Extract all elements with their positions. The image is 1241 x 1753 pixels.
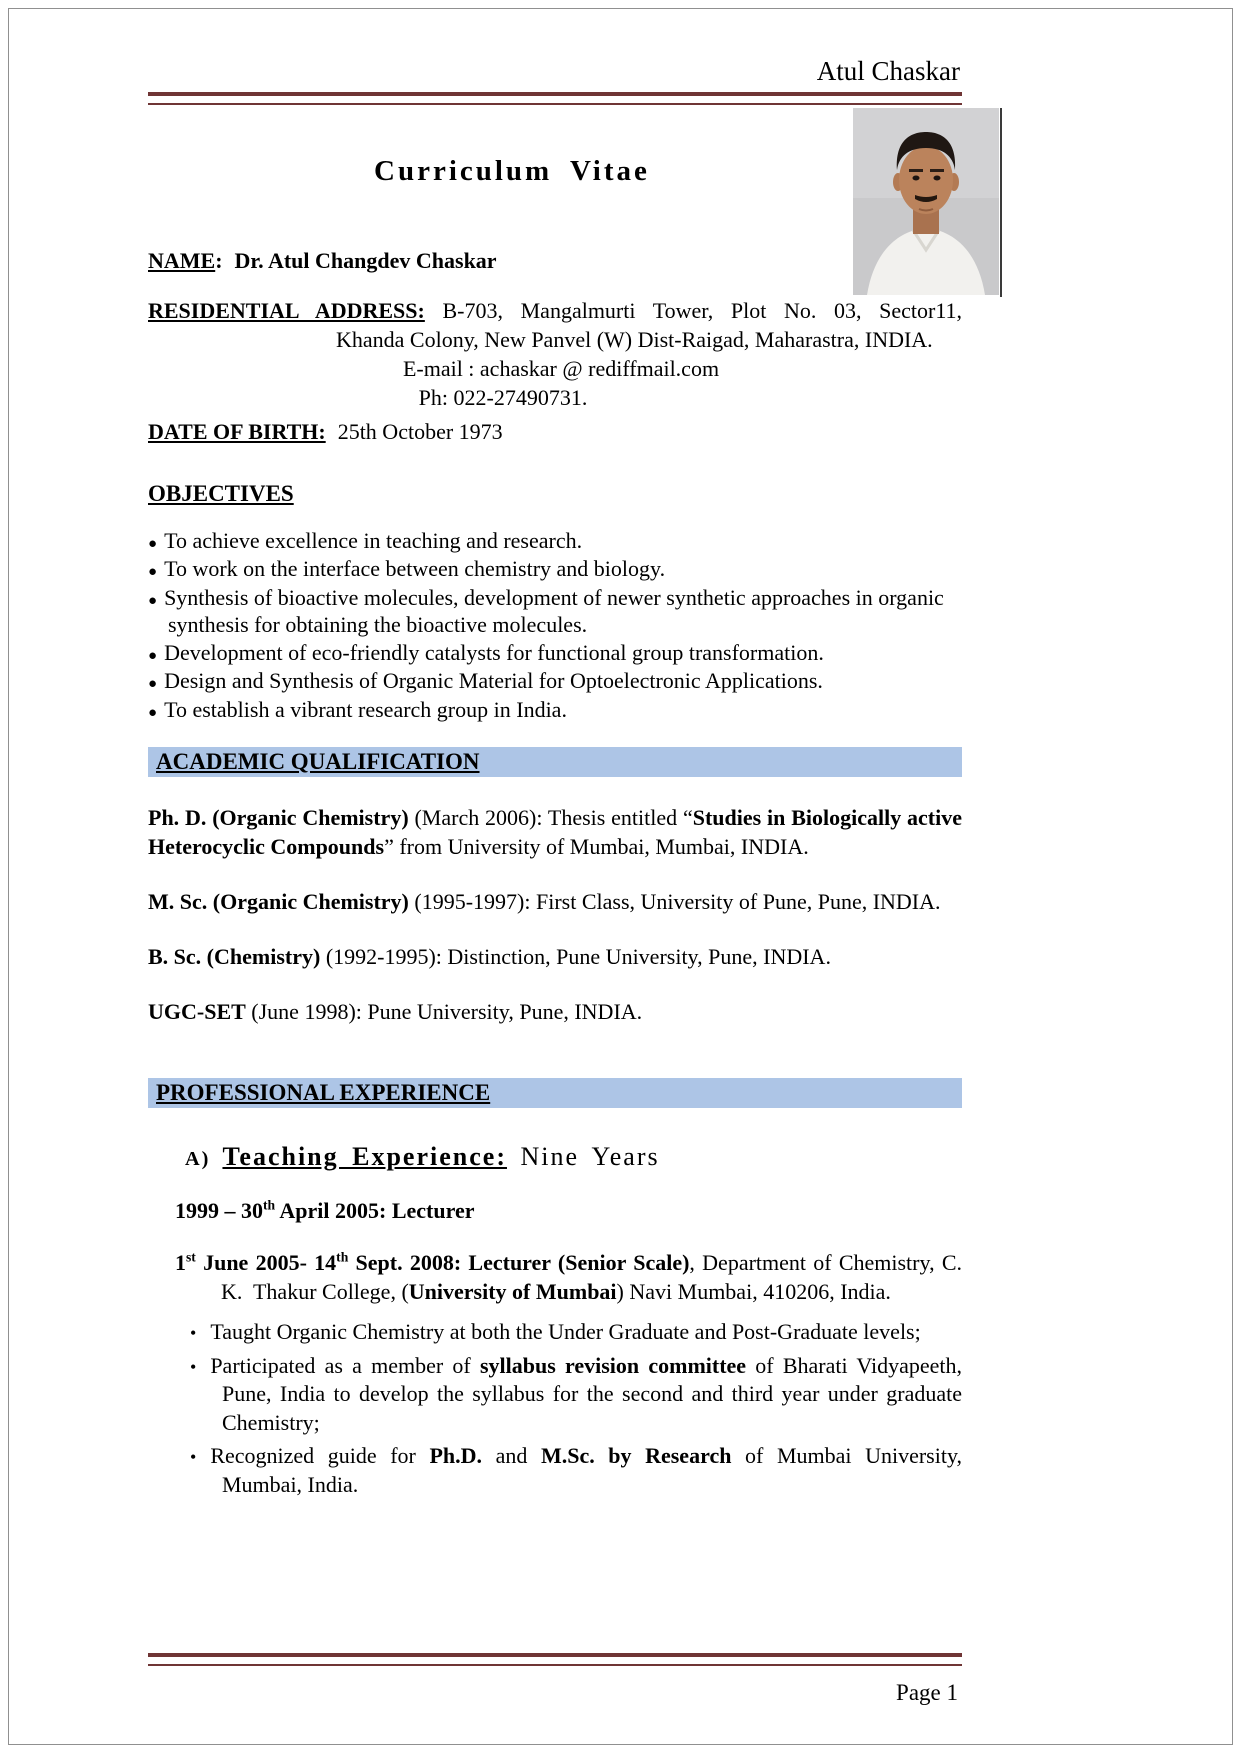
text-segment: Recognized guide for <box>210 1443 430 1469</box>
bullet-icon: ● <box>148 564 158 581</box>
section-academic-heading <box>148 747 962 777</box>
text-segment: B. Sc. (Chemistry) <box>148 943 321 969</box>
text-segment: , Department of Chemistry, C. K. Thakur College, ( <box>221 1250 962 1305</box>
bullet-icon: • <box>190 1356 197 1377</box>
dob-value: 25th October 1973 <box>337 419 503 444</box>
text-segment: Nine Years <box>506 1142 660 1172</box>
section-experience-heading-text: PROFESSIONAL EXPERIENCE <box>156 1080 491 1106</box>
objective-text: To establish a vibrant research group in India. <box>164 696 567 722</box>
experience-bullet-text <box>210 1319 920 1344</box>
objective-item <box>148 527 962 554</box>
header-rule <box>148 92 962 105</box>
email-line: E-mail : achaskar @ rediffmail.com <box>402 356 720 381</box>
dob-line <box>148 419 962 445</box>
page-number: Page 1 <box>896 1680 958 1705</box>
text-segment: ) Navi Mumbai, 410206, India. <box>616 1279 891 1305</box>
text-segment: June 2005- 14 <box>195 1250 337 1276</box>
experience-period-1 <box>175 1198 962 1224</box>
text-segment: Taught Organic Chemistry at both the Under Graduate and Post-Graduate levels; <box>210 1319 921 1345</box>
objective-item <box>148 555 962 582</box>
bullet-icon: ● <box>148 676 158 693</box>
text-segment: and <box>482 1443 541 1469</box>
text-segment: University of Mumbai <box>408 1279 617 1305</box>
text-segment: M.Sc. by Research <box>540 1443 732 1469</box>
experience-period-2 <box>175 1248 962 1306</box>
photo-divider-line <box>1000 108 1002 297</box>
academic-entry-bsc <box>148 942 962 971</box>
address-value-1: B-703, Mangalmurti Tower, Plot No. 03, Sector11, <box>442 298 963 323</box>
text-segment: (1992-1995): Distinction, Pune University, Pune, INDIA. <box>320 943 831 969</box>
bullet-icon: ● <box>148 704 158 721</box>
dob-label: DATE OF BIRTH: <box>148 419 326 444</box>
address-label: RESIDENTIAL ADDRESS: <box>148 298 425 323</box>
experience-bullet-item <box>190 1352 962 1438</box>
text-segment: (1995-1997): First Class, University of Pune, Pune, INDIA. <box>408 888 941 914</box>
experience-bullet-list <box>190 1318 962 1500</box>
name-line <box>148 248 962 274</box>
address-line-1 <box>148 298 962 324</box>
footer <box>148 1648 962 1706</box>
objectives-list <box>148 527 962 723</box>
phone-line: Ph: 022-27490731. <box>418 385 588 410</box>
experience-bullet-item <box>190 1442 962 1499</box>
text-segment: Participated as a member of <box>210 1352 480 1378</box>
bullet-icon: • <box>190 1323 197 1344</box>
academic-entry-msc <box>148 887 962 916</box>
content-area <box>148 0 962 1505</box>
objective-item <box>148 696 962 723</box>
experience-bullet-text <box>210 1443 962 1497</box>
text-segment: of Mumbai University, Mumbai, India. <box>222 1443 963 1498</box>
text-segment: syllabus revision committee <box>479 1352 747 1378</box>
objectives-heading: OBJECTIVES <box>148 481 294 506</box>
text-segment: Studies in Biologically active Heterocyclic Compounds <box>148 804 962 859</box>
text-segment: st <box>186 1249 196 1265</box>
text-segment: (March 2006): Thesis entitled “ <box>408 804 693 830</box>
footer-rule <box>148 1653 962 1666</box>
academic-entry-ugcset <box>148 997 962 1026</box>
objective-text: Development of eco-friendly catalysts for functional group transformation. <box>164 640 824 666</box>
document-title: Curriculum Vitae <box>374 155 650 187</box>
teaching-experience-title <box>185 1142 962 1172</box>
experience-bullet-item <box>190 1318 962 1347</box>
text-segment: (June 1998): Pune University, Pune, INDIA. <box>245 998 643 1024</box>
text-segment: Ph. D. (Organic Chemistry) <box>148 804 409 830</box>
bullet-icon: ● <box>148 536 158 552</box>
name-colon: : <box>215 248 223 273</box>
academic-entry-phd <box>148 803 962 861</box>
text-segment: of Bharati Vidyapeeth, Pune, India to develop the syllabus for the second and third year under graduate Chemistry; <box>222 1352 962 1435</box>
objective-item <box>148 584 962 639</box>
objective-item <box>148 639 962 666</box>
address-line-2: Khanda Colony, New Panvel (W) Dist-Raigad, Maharastra, INDIA. <box>336 327 933 352</box>
text-segment: UGC-SET <box>148 998 246 1024</box>
text-segment: th <box>263 1197 276 1213</box>
text-segment: 1 <box>175 1250 186 1276</box>
text-segment: 1999 – 30 <box>175 1198 263 1224</box>
section-academic-heading-text: ACADEMIC QUALIFICATION <box>156 748 480 774</box>
text-segment: th <box>336 1249 349 1265</box>
text-segment: Sept. 2008: Lecturer (Senior Scale) <box>348 1250 690 1276</box>
text-segment: ” from University of Mumbai, Mumbai, INDIA. <box>384 833 809 859</box>
text-segment: Ph.D. <box>429 1443 482 1469</box>
text-segment: Teaching Experience: <box>222 1142 507 1172</box>
bullet-icon: • <box>190 1447 197 1468</box>
bullet-icon: ● <box>148 592 158 609</box>
objective-text: To work on the interface between chemistry and biology. <box>164 556 666 582</box>
text-segment: M. Sc. (Organic Chemistry) <box>148 888 409 914</box>
header-author-name: Atul Chaskar <box>816 56 960 86</box>
experience-bullet-text <box>210 1353 962 1435</box>
objective-item <box>148 667 962 694</box>
text-segment: April 2005: Lecturer <box>275 1198 475 1224</box>
section-experience-heading <box>148 1078 962 1108</box>
objective-text: Design and Synthesis of Organic Material for Optoelectronic Applications. <box>164 668 823 694</box>
objective-text: Synthesis of bioactive molecules, development of newer synthetic approaches in organic synthesis for obtaining the bioactive molecules. <box>164 584 944 637</box>
name-label: NAME <box>148 248 216 273</box>
bullet-icon: ● <box>148 648 158 665</box>
text-segment: A) <box>185 1148 223 1171</box>
objective-text: To achieve excellence in teaching and research. <box>164 528 583 553</box>
name-value: Dr. Atul Changdev Chaskar <box>234 248 497 273</box>
